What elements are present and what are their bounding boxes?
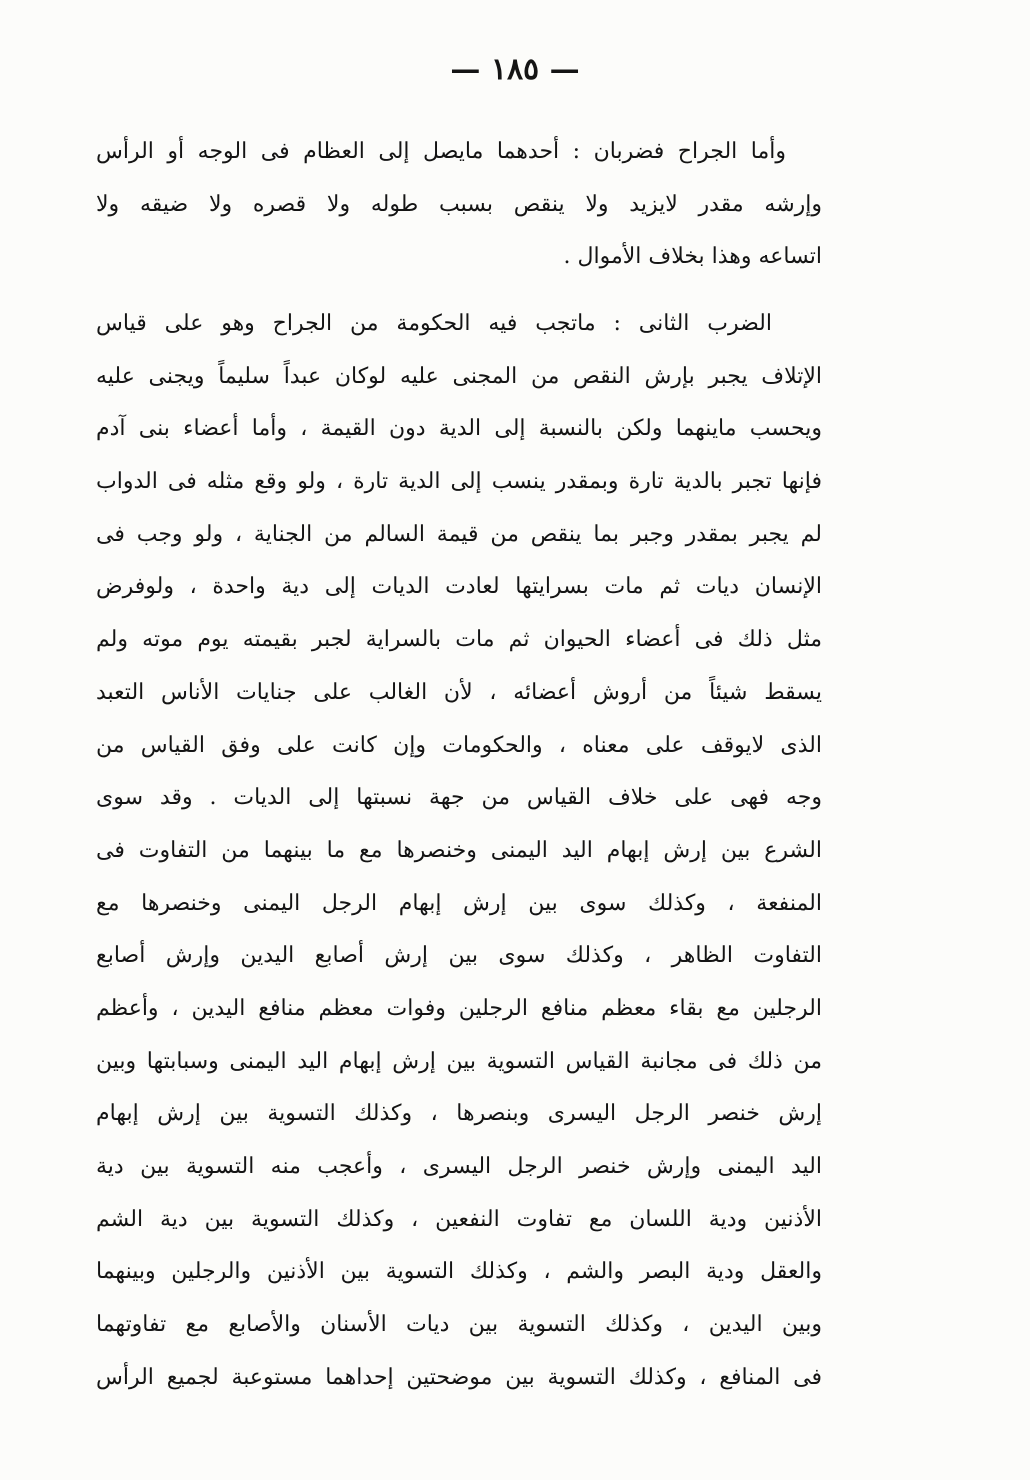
text-line: الضرب الثانى : ماتجب فيه الحكومة من الجراح وهو على قياس (96, 311, 772, 336)
text-line: وإرشه مقدر لايزيد ولا ينقص بسبب طوله ولا قصره ولا ضيقه ولا (96, 191, 822, 217)
text-line: والعقل ودية البصر والشم ، وكذلك التسوية بين الأذنين والرجلين وبينهما (96, 1259, 822, 1285)
text-line: مثل ذلك فى أعضاء الحيوان ثم مات بالسراية لجبر بقيمته يوم موته ولم (96, 627, 822, 653)
text-line: فى المنافع ، وكذلك التسوية بين موضحتين إحداهما مستوعبة لجميع الرأس (96, 1364, 822, 1390)
text-line: الشرع بين إرش إبهام اليد اليمنى وخنصرها مع ما بينهما من التفاوت فى (96, 837, 822, 863)
text-line: وأما الجراح فضربان : أحدهما مايصل إلى العظام فى الوجه أو الرأس (96, 139, 786, 164)
text-line: الذى لايوقف على معناه ، والحكومات وإن كانت على وفق القياس من (96, 732, 822, 758)
text-line: الإنسان ديات ثم مات بسرايتها لعادت الديات إلى دية واحدة ، ولوفرض (96, 574, 822, 600)
text-line: من ذلك فى مجانبة القياس التسوية بين إرش إبهام اليد اليمنى وسبابتها وبين (96, 1048, 822, 1074)
text-line: وجه فهى على خلاف القياس من جهة نسبتها إلى الديات . وقد سوى (96, 785, 822, 811)
paragraph-1 (96, 126, 822, 284)
text-line: إرش خنصر الرجل اليسرى وبنصرها ، وكذلك التسوية بين إرش إبهام (96, 1101, 822, 1127)
text-line: الرجلين مع بقاء معظم منافع الرجلين وفوات معظم منافع اليدين ، وأعظم (96, 995, 822, 1021)
text-line: ويحسب ماينهما ولكن بالنسبة إلى الدية دون القيمة ، وأما أعضاء بنى آدم (96, 416, 822, 442)
text-line: الأذنين ودية اللسان مع تفاوت النفعين ، وكذلك التسوية بين دية الشم (96, 1206, 822, 1232)
text-line: وبين اليدين ، وكذلك التسوية بين ديات الأسنان والأصابع مع تفاوتهما (96, 1312, 822, 1338)
text-line: لم يجبر بمقدر وجبر بما ينقص من قيمة السالم من الجناية ، ولو وجب فى (96, 521, 822, 547)
text-line: المنفعة ، وكذلك سوى بين إرش إبهام الرجل اليمنى وخنصرها مع (96, 890, 822, 916)
page-number: — ١٨٥ — (450, 52, 580, 87)
text-line: التفاوت الظاهر ، وكذلك سوى بين إرش أصابع اليدين وإرش أصابع (96, 943, 822, 969)
text-line: الإتلاف يجبر بإرش النقص من المجنى عليه لوكان عبداً سليماً ويجنى عليه (96, 363, 822, 389)
text-line: يسقط شيئاً من أروش أعضائه ، لأن الغالب على جنايات الأناس التعبد (96, 679, 822, 705)
text-line: اليد اليمنى وإرش خنصر الرجل اليسرى ، وأعجب منه التسوية بين دية (96, 1154, 822, 1179)
text-line: فإنها تجبر بالدية تارة وبمقدر ينسب إلى الدية تارة ، ولو وقع مثله فى الدواب (96, 469, 822, 495)
text-line: اتساعه وهذا بخلاف الأموال . (563, 244, 822, 270)
paragraph-2 (96, 298, 822, 1404)
